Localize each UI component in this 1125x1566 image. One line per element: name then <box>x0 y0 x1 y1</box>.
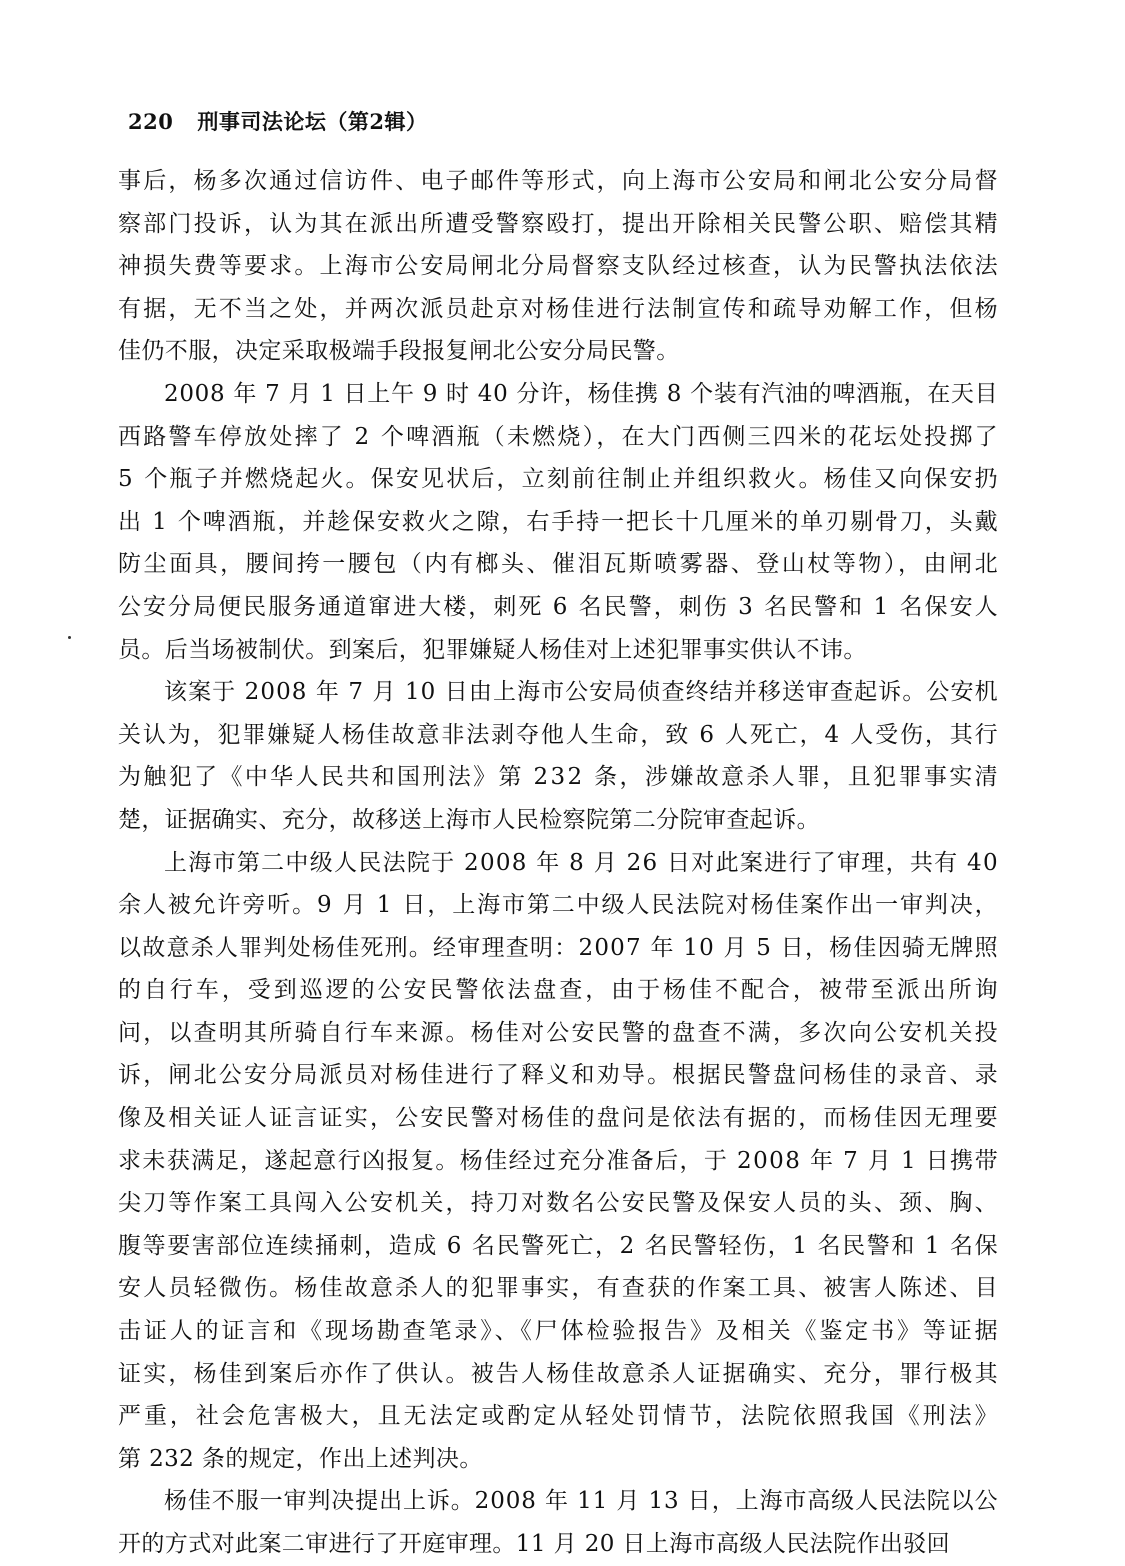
text-line: 员。后当场被制伏。到案后，犯罪嫌疑人杨佳对上述犯罪事实供认不讳。 <box>118 636 867 663</box>
text-line: 问，以查明其所骑自行车来源。杨佳对公安民警的盘查不满，多次向公安机关投 <box>118 1019 1000 1046</box>
text-line: 该案于 2008 年 7 月 10 日由上海市公安局侦查终结并移送审查起诉。公安机 <box>164 679 999 706</box>
scan-speck <box>68 636 71 639</box>
text-line: 安人员轻微伤。杨佳故意杀人的犯罪事实，有查获的作案工具、被害人陈述、目 <box>118 1275 1000 1302</box>
text-line: 证实，杨佳到案后亦作了供认。被告人杨佳故意杀人证据确实、充分，罪行极其 <box>118 1360 1000 1387</box>
book-title: 刑事司法论坛（第2辑） <box>197 109 428 134</box>
text-line: 的自行车，受到巡逻的公安民警依法盘查，由于杨佳不配合，被带至派出所询 <box>118 977 1001 1004</box>
text-line: 关认为，犯罪嫌疑人杨佳故意非法剥夺他人生命，致 6 人死亡，4 人受伤，其行 <box>118 721 1000 748</box>
text-line: 以故意杀人罪判处杨佳死刑。经审理查明：2007 年 10 月 5 日，杨佳因骑无牌照 <box>118 934 999 961</box>
text-line: 2008 年 7 月 1 日上午 9 时 40 分许，杨佳携 8 个装有汽油的啤酒瓶，在天目 <box>164 380 999 407</box>
paragraph <box>118 160 998 373</box>
text-line: 上海市第二中级人民法院于 2008 年 8 月 26 日对此案进行了审理，共有 40 <box>164 849 999 876</box>
paragraph <box>118 842 1001 1481</box>
text-line: 防尘面具，腰间挎一腰包（内有榔头、催泪瓦斯喷雾器、登山杖等物），由闸北 <box>118 551 1001 578</box>
text-line: 求未获满足，遂起意行凶报复。杨佳经过充分准备后，于 2008 年 7 月 1 日携带 <box>118 1147 1000 1174</box>
text-line: 楚，证据确实、充分，故移送上海市人民检察院第二分院审查起诉。 <box>118 806 820 833</box>
text-line: 尖刀等作案工具闯入公安机关，持刀对数名公安民警及保安人员的头、颈、胸、 <box>118 1190 1000 1217</box>
paragraph <box>118 1480 998 1565</box>
text-line: 余人被允许旁听。9 月 1 日，上海市第二中级人民法院对杨佳案作出一审判决， <box>118 892 1000 919</box>
text-line: 为触犯了《中华人民共和国刑法》第 232 条，涉嫌故意杀人罪，且犯罪事实清 <box>118 764 1000 791</box>
paragraph <box>118 373 1001 671</box>
text-line: 开的方式对此案二审进行了开庭审理。11 月 20 日上海市高级人民法院作出驳回 <box>118 1531 951 1557</box>
text-line: 像及相关证人证言证实，公安民警对杨佳的盘问是依法有据的，而杨佳因无理要 <box>118 1105 1000 1132</box>
page-number: 220 <box>128 109 174 134</box>
running-header <box>128 106 427 136</box>
text-line: 察部门投诉，认为其在派出所遭受警察殴打，提出开除相关民警公职、赔偿其精 <box>118 210 1000 237</box>
text-line: 第 232 条的规定，作出上述判决。 <box>118 1445 483 1472</box>
text-line: 击证人的证言和《现场勘查笔录》、《尸体检验报告》及相关《鉴定书》等证据 <box>118 1318 1001 1345</box>
text-line: 事后，杨多次通过信访件、电子邮件等形式，向上海市公安局和闸北公安分局督 <box>118 168 1000 194</box>
text-line: 佳仍不服，决定采取极端手段报复闸北公安分局民警。 <box>118 338 680 365</box>
text-line: 腹等要害部位连续捅刺，造成 6 名民警死亡，2 名民警轻伤，1 名民警和 1 名保 <box>118 1232 1000 1259</box>
body-text <box>118 160 1001 1566</box>
text-line: 出 1 个啤酒瓶，并趁保安救火之隙，右手持一把长十几厘米的单刃剔骨刀，头戴 <box>118 508 1000 535</box>
text-line: 公安分局便民服务通道窜进大楼，刺死 6 名民警，刺伤 3 名民警和 1 名保安人 <box>118 593 1000 620</box>
text-line: 杨佳不服一审判决提出上诉。2008 年 11 月 13 日，上海市高级人民法院以公 <box>164 1488 999 1515</box>
text-line: 有据，无不当之处，并两次派员赴京对杨佳进行法制宣传和疏导劝解工作，但杨 <box>118 295 1000 322</box>
text-line: 神损失费等要求。上海市公安局闸北分局督察支队经过核查，认为民警执法依法 <box>118 253 1000 280</box>
text-line: 严重，社会危害极大，且无法定或酌定从轻处罚情节，法院依照我国《刑法》 <box>118 1403 1001 1430</box>
text-line: 诉，闸北公安分局派员对杨佳进行了释义和劝导。根据民警盘问杨佳的录音、录 <box>118 1062 1000 1089</box>
text-line: 5 个瓶子并燃烧起火。保安见状后，立刻前往制止并组织救火。杨佳又向保安扔 <box>118 466 1000 493</box>
paragraph <box>118 671 998 841</box>
text-line: 西路警车停放处摔了 2 个啤酒瓶（未燃烧），在大门西侧三四米的花坛处投掷了 <box>118 423 1000 450</box>
